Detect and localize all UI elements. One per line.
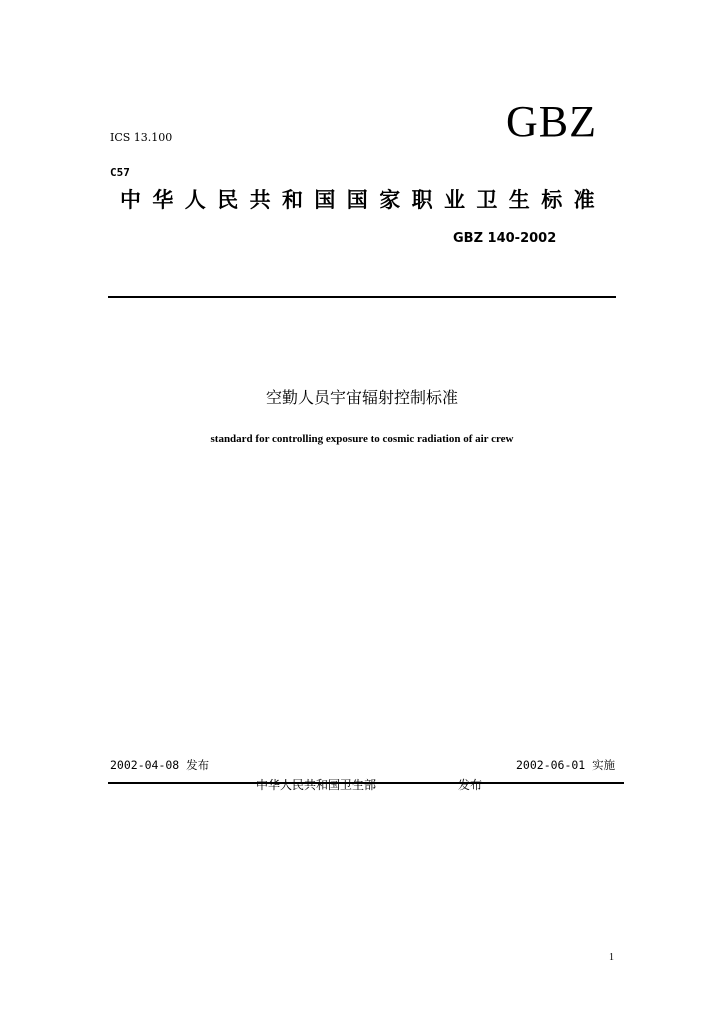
- publish-label: 发布: [458, 778, 483, 792]
- page-number: 1: [609, 952, 614, 963]
- document-title-english: standard for controlling exposure to cosmic radiation of air crew: [210, 433, 514, 445]
- ccs-code: C57: [110, 166, 130, 179]
- document-title-chinese: 空勤人员宇宙辐射控制标准: [265, 388, 458, 407]
- implementation-date: 2002-06-01 实施: [516, 758, 616, 772]
- top-divider: [108, 296, 616, 298]
- bottom-divider: [108, 782, 624, 784]
- issue-date: 2002-04-08 发布: [110, 758, 210, 772]
- gbz-logo: GBZ: [506, 97, 597, 146]
- publisher-name: 中华人民共和国卫生部: [256, 778, 377, 792]
- standard-code: GBZ 140-2002: [453, 231, 557, 246]
- ics-code: ICS 13.100: [110, 131, 173, 144]
- standard-name: 中华人民共和国国家职业卫生标准: [120, 188, 606, 212]
